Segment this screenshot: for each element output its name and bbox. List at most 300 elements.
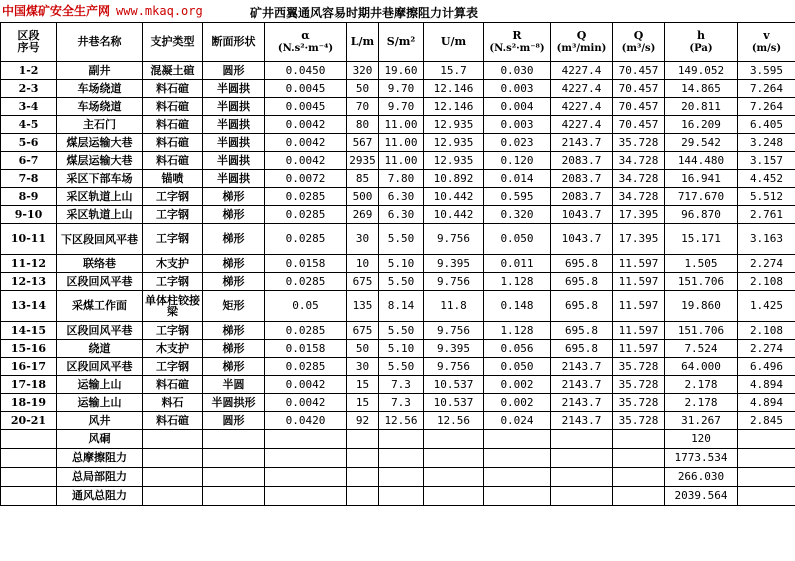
empty-cell bbox=[484, 430, 551, 449]
empty-cell bbox=[203, 449, 265, 468]
cell-shape: 梯形 bbox=[203, 224, 265, 255]
col-header-length: L/m bbox=[347, 23, 379, 62]
empty-cell bbox=[424, 468, 484, 487]
col-header-velocity: v (m/s) bbox=[738, 23, 795, 62]
cell-alpha: 0.0045 bbox=[265, 98, 347, 116]
cell-name: 绕道 bbox=[57, 340, 143, 358]
cell-flow-min: 2143.7 bbox=[551, 394, 613, 412]
cell-flow-min: 2083.7 bbox=[551, 152, 613, 170]
cell-alpha: 0.0285 bbox=[265, 358, 347, 376]
cell-perimeter: 9.395 bbox=[424, 340, 484, 358]
empty-cell bbox=[738, 449, 795, 468]
cell-shape: 梯形 bbox=[203, 358, 265, 376]
cell-support: 料石 bbox=[143, 394, 203, 412]
cell-flow-min: 695.8 bbox=[551, 273, 613, 291]
cell-resistance: 0.595 bbox=[484, 188, 551, 206]
table-row bbox=[1, 358, 795, 376]
cell-name: 采区轨道上山 bbox=[57, 188, 143, 206]
cell-length: 15 bbox=[347, 394, 379, 412]
cell-flow-sec: 17.395 bbox=[613, 224, 665, 255]
cell-area: 7.80 bbox=[379, 170, 424, 188]
cell-name: 采区轨道上山 bbox=[57, 206, 143, 224]
cell-shape: 半圆拱 bbox=[203, 116, 265, 134]
cell-shape: 梯形 bbox=[203, 188, 265, 206]
cell-area: 11.00 bbox=[379, 134, 424, 152]
cell-segment: 6-7 bbox=[1, 152, 57, 170]
cell-shape: 半圆拱形 bbox=[203, 394, 265, 412]
cell-flow-sec: 35.728 bbox=[613, 394, 665, 412]
empty-cell bbox=[265, 487, 347, 506]
cell-perimeter: 12.146 bbox=[424, 98, 484, 116]
cell-perimeter: 9.395 bbox=[424, 255, 484, 273]
cell-resistance: 0.002 bbox=[484, 394, 551, 412]
cell-length: 70 bbox=[347, 98, 379, 116]
cell-shape: 梯形 bbox=[203, 322, 265, 340]
empty-cell bbox=[347, 468, 379, 487]
empty-cell bbox=[143, 449, 203, 468]
summary-label: 风硐 bbox=[57, 430, 143, 449]
cell-segment: 11-12 bbox=[1, 255, 57, 273]
cell-name: 采煤工作面 bbox=[57, 291, 143, 322]
cell-velocity: 3.595 bbox=[738, 62, 795, 80]
cell-length: 85 bbox=[347, 170, 379, 188]
empty-cell bbox=[1, 430, 57, 449]
cell-resistance: 0.050 bbox=[484, 224, 551, 255]
cell-velocity: 2.274 bbox=[738, 255, 795, 273]
empty-cell bbox=[484, 487, 551, 506]
cell-alpha: 0.0042 bbox=[265, 152, 347, 170]
cell-support: 工字钢 bbox=[143, 273, 203, 291]
cell-flow-sec: 11.597 bbox=[613, 273, 665, 291]
empty-cell bbox=[1, 449, 57, 468]
summary-value: 1773.534 bbox=[665, 449, 738, 468]
empty-cell bbox=[265, 430, 347, 449]
cell-support: 混凝土碹 bbox=[143, 62, 203, 80]
col-header-flow-min: Q (m³/min) bbox=[551, 23, 613, 62]
cell-area: 5.10 bbox=[379, 340, 424, 358]
cell-flow-min: 2143.7 bbox=[551, 376, 613, 394]
cell-pressure: 19.860 bbox=[665, 291, 738, 322]
cell-area: 12.56 bbox=[379, 412, 424, 430]
cell-segment: 5-6 bbox=[1, 134, 57, 152]
cell-area: 9.70 bbox=[379, 80, 424, 98]
empty-cell bbox=[551, 487, 613, 506]
summary-value: 120 bbox=[665, 430, 738, 449]
cell-flow-sec: 11.597 bbox=[613, 255, 665, 273]
cell-area: 5.10 bbox=[379, 255, 424, 273]
empty-cell bbox=[203, 487, 265, 506]
cell-segment: 13-14 bbox=[1, 291, 57, 322]
cell-segment: 20-21 bbox=[1, 412, 57, 430]
cell-shape: 圆形 bbox=[203, 62, 265, 80]
col-header-alpha: α (N.s²·m⁻⁴) bbox=[265, 23, 347, 62]
cell-name: 车场绕道 bbox=[57, 80, 143, 98]
cell-shape: 半圆拱 bbox=[203, 80, 265, 98]
cell-flow-sec: 34.728 bbox=[613, 170, 665, 188]
cell-perimeter: 12.146 bbox=[424, 80, 484, 98]
empty-cell bbox=[265, 449, 347, 468]
cell-length: 567 bbox=[347, 134, 379, 152]
cell-area: 6.30 bbox=[379, 206, 424, 224]
cell-resistance: 0.023 bbox=[484, 134, 551, 152]
col-header-roadway-name: 井巷名称 bbox=[57, 23, 143, 62]
cell-perimeter: 15.7 bbox=[424, 62, 484, 80]
cell-pressure: 29.542 bbox=[665, 134, 738, 152]
cell-support: 单体柱铰接梁 bbox=[143, 291, 203, 322]
cell-flow-min: 1043.7 bbox=[551, 206, 613, 224]
cell-flow-min: 4227.4 bbox=[551, 98, 613, 116]
table-row bbox=[1, 322, 795, 340]
cell-shape: 圆形 bbox=[203, 412, 265, 430]
cell-length: 50 bbox=[347, 80, 379, 98]
cell-pressure: 2.178 bbox=[665, 394, 738, 412]
cell-resistance: 0.003 bbox=[484, 80, 551, 98]
cell-velocity: 3.157 bbox=[738, 152, 795, 170]
cell-pressure: 144.480 bbox=[665, 152, 738, 170]
cell-support: 料石碹 bbox=[143, 412, 203, 430]
cell-resistance: 0.148 bbox=[484, 291, 551, 322]
cell-name: 下区段回风平巷 bbox=[57, 224, 143, 255]
cell-velocity: 2.845 bbox=[738, 412, 795, 430]
cell-name: 联络巷 bbox=[57, 255, 143, 273]
col-header-perimeter: U/m bbox=[424, 23, 484, 62]
cell-name: 煤层运输大巷 bbox=[57, 134, 143, 152]
cell-pressure: 16.941 bbox=[665, 170, 738, 188]
cell-flow-sec: 11.597 bbox=[613, 291, 665, 322]
cell-segment: 17-18 bbox=[1, 376, 57, 394]
cell-perimeter: 10.537 bbox=[424, 394, 484, 412]
cell-segment: 16-17 bbox=[1, 358, 57, 376]
cell-alpha: 0.0042 bbox=[265, 116, 347, 134]
cell-resistance: 0.050 bbox=[484, 358, 551, 376]
cell-resistance: 0.120 bbox=[484, 152, 551, 170]
cell-segment: 12-13 bbox=[1, 273, 57, 291]
empty-cell bbox=[143, 487, 203, 506]
cell-length: 675 bbox=[347, 322, 379, 340]
empty-cell bbox=[738, 468, 795, 487]
cell-flow-min: 2143.7 bbox=[551, 412, 613, 430]
cell-flow-min: 4227.4 bbox=[551, 116, 613, 134]
cell-segment: 15-16 bbox=[1, 340, 57, 358]
cell-name: 风井 bbox=[57, 412, 143, 430]
cell-support: 料石碹 bbox=[143, 134, 203, 152]
summary-row bbox=[1, 449, 795, 468]
cell-shape: 梯形 bbox=[203, 206, 265, 224]
empty-cell bbox=[379, 430, 424, 449]
cell-velocity: 3.248 bbox=[738, 134, 795, 152]
cell-flow-sec: 35.728 bbox=[613, 358, 665, 376]
cell-area: 5.50 bbox=[379, 273, 424, 291]
cell-area: 7.3 bbox=[379, 376, 424, 394]
cell-shape: 半圆拱 bbox=[203, 152, 265, 170]
cell-area: 11.00 bbox=[379, 116, 424, 134]
site-url[interactable]: www.mkaq.org bbox=[116, 4, 203, 18]
cell-alpha: 0.0042 bbox=[265, 134, 347, 152]
cell-perimeter: 9.756 bbox=[424, 358, 484, 376]
col-header-flow-sec: Q (m³/s) bbox=[613, 23, 665, 62]
cell-resistance: 0.056 bbox=[484, 340, 551, 358]
cell-flow-min: 4227.4 bbox=[551, 62, 613, 80]
cell-alpha: 0.0042 bbox=[265, 394, 347, 412]
empty-cell bbox=[203, 468, 265, 487]
cell-resistance: 0.320 bbox=[484, 206, 551, 224]
cell-velocity: 7.264 bbox=[738, 80, 795, 98]
cell-flow-min: 695.8 bbox=[551, 322, 613, 340]
cell-alpha: 0.0420 bbox=[265, 412, 347, 430]
col-header-pressure: h (Pa) bbox=[665, 23, 738, 62]
cell-name: 采区下部车场 bbox=[57, 170, 143, 188]
empty-cell bbox=[203, 430, 265, 449]
cell-segment: 18-19 bbox=[1, 394, 57, 412]
cell-name: 车场绕道 bbox=[57, 98, 143, 116]
cell-pressure: 151.706 bbox=[665, 273, 738, 291]
empty-cell bbox=[379, 468, 424, 487]
empty-cell bbox=[424, 449, 484, 468]
table-row bbox=[1, 224, 795, 255]
cell-flow-min: 4227.4 bbox=[551, 80, 613, 98]
cell-alpha: 0.0042 bbox=[265, 376, 347, 394]
cell-segment: 14-15 bbox=[1, 322, 57, 340]
table-row bbox=[1, 412, 795, 430]
cell-support: 木支护 bbox=[143, 255, 203, 273]
cell-pressure: 2.178 bbox=[665, 376, 738, 394]
cell-name: 区段回风平巷 bbox=[57, 358, 143, 376]
cell-velocity: 7.264 bbox=[738, 98, 795, 116]
cell-perimeter: 12.935 bbox=[424, 134, 484, 152]
cell-segment: 8-9 bbox=[1, 188, 57, 206]
cell-resistance: 0.004 bbox=[484, 98, 551, 116]
cell-support: 工字钢 bbox=[143, 188, 203, 206]
table-row bbox=[1, 170, 795, 188]
table-row bbox=[1, 376, 795, 394]
cell-alpha: 0.0285 bbox=[265, 322, 347, 340]
cell-pressure: 31.267 bbox=[665, 412, 738, 430]
empty-cell bbox=[613, 468, 665, 487]
summary-row bbox=[1, 487, 795, 506]
cell-velocity: 2.274 bbox=[738, 340, 795, 358]
cell-length: 135 bbox=[347, 291, 379, 322]
table-row bbox=[1, 291, 795, 322]
col-header-support-type: 支护类型 bbox=[143, 23, 203, 62]
table-row bbox=[1, 206, 795, 224]
cell-velocity: 4.894 bbox=[738, 376, 795, 394]
cell-alpha: 0.0072 bbox=[265, 170, 347, 188]
empty-cell bbox=[484, 468, 551, 487]
cell-velocity: 5.512 bbox=[738, 188, 795, 206]
table-row bbox=[1, 340, 795, 358]
summary-label: 总摩擦阻力 bbox=[57, 449, 143, 468]
summary-value: 2039.564 bbox=[665, 487, 738, 506]
cell-alpha: 0.0285 bbox=[265, 224, 347, 255]
cell-velocity: 6.405 bbox=[738, 116, 795, 134]
cell-name: 区段回风平巷 bbox=[57, 322, 143, 340]
cell-alpha: 0.0045 bbox=[265, 80, 347, 98]
col-header-resistance: R (N.s²·m⁻⁸) bbox=[484, 23, 551, 62]
cell-resistance: 0.011 bbox=[484, 255, 551, 273]
cell-name: 煤层运输大巷 bbox=[57, 152, 143, 170]
cell-pressure: 14.865 bbox=[665, 80, 738, 98]
cell-velocity: 2.108 bbox=[738, 322, 795, 340]
cell-segment: 10-11 bbox=[1, 224, 57, 255]
cell-length: 50 bbox=[347, 340, 379, 358]
cell-alpha: 0.0285 bbox=[265, 188, 347, 206]
cell-length: 10 bbox=[347, 255, 379, 273]
cell-length: 30 bbox=[347, 358, 379, 376]
empty-cell bbox=[143, 468, 203, 487]
cell-resistance: 0.024 bbox=[484, 412, 551, 430]
cell-pressure: 1.505 bbox=[665, 255, 738, 273]
cell-area: 11.00 bbox=[379, 152, 424, 170]
cell-support: 料石碹 bbox=[143, 152, 203, 170]
cell-alpha: 0.0285 bbox=[265, 273, 347, 291]
cell-name: 运输上山 bbox=[57, 394, 143, 412]
empty-cell bbox=[551, 468, 613, 487]
cell-perimeter: 9.756 bbox=[424, 224, 484, 255]
empty-cell bbox=[1, 468, 57, 487]
empty-cell bbox=[347, 430, 379, 449]
cell-perimeter: 12.56 bbox=[424, 412, 484, 430]
empty-cell bbox=[1, 487, 57, 506]
cell-perimeter: 10.537 bbox=[424, 376, 484, 394]
empty-cell bbox=[613, 449, 665, 468]
empty-cell bbox=[265, 468, 347, 487]
cell-pressure: 15.171 bbox=[665, 224, 738, 255]
cell-flow-min: 2083.7 bbox=[551, 188, 613, 206]
cell-flow-min: 695.8 bbox=[551, 255, 613, 273]
cell-support: 工字钢 bbox=[143, 206, 203, 224]
site-name: 中国煤矿安全生产网 bbox=[2, 4, 111, 18]
cell-name: 副井 bbox=[57, 62, 143, 80]
cell-segment: 3-4 bbox=[1, 98, 57, 116]
summary-row bbox=[1, 468, 795, 487]
cell-flow-sec: 34.728 bbox=[613, 152, 665, 170]
cell-perimeter: 11.8 bbox=[424, 291, 484, 322]
cell-area: 6.30 bbox=[379, 188, 424, 206]
empty-cell bbox=[347, 449, 379, 468]
cell-support: 锚喷 bbox=[143, 170, 203, 188]
cell-pressure: 717.670 bbox=[665, 188, 738, 206]
cell-perimeter: 10.892 bbox=[424, 170, 484, 188]
cell-length: 92 bbox=[347, 412, 379, 430]
cell-pressure: 151.706 bbox=[665, 322, 738, 340]
cell-support: 工字钢 bbox=[143, 322, 203, 340]
cell-flow-sec: 11.597 bbox=[613, 340, 665, 358]
cell-resistance: 0.030 bbox=[484, 62, 551, 80]
cell-flow-sec: 34.728 bbox=[613, 188, 665, 206]
cell-area: 8.14 bbox=[379, 291, 424, 322]
cell-shape: 矩形 bbox=[203, 291, 265, 322]
table-row bbox=[1, 394, 795, 412]
cell-alpha: 0.0285 bbox=[265, 206, 347, 224]
cell-length: 2935 bbox=[347, 152, 379, 170]
empty-cell bbox=[613, 487, 665, 506]
header-row bbox=[1, 23, 795, 62]
cell-perimeter: 9.756 bbox=[424, 322, 484, 340]
page-header bbox=[0, 0, 795, 22]
cell-support: 料石碹 bbox=[143, 80, 203, 98]
cell-area: 7.3 bbox=[379, 394, 424, 412]
summary-label: 总局部阻力 bbox=[57, 468, 143, 487]
cell-length: 675 bbox=[347, 273, 379, 291]
cell-support: 工字钢 bbox=[143, 224, 203, 255]
cell-support: 工字钢 bbox=[143, 358, 203, 376]
empty-cell bbox=[738, 430, 795, 449]
cell-segment: 7-8 bbox=[1, 170, 57, 188]
cell-alpha: 0.0158 bbox=[265, 340, 347, 358]
cell-flow-min: 695.8 bbox=[551, 340, 613, 358]
cell-resistance: 0.014 bbox=[484, 170, 551, 188]
cell-alpha: 0.0450 bbox=[265, 62, 347, 80]
cell-length: 80 bbox=[347, 116, 379, 134]
cell-alpha: 0.05 bbox=[265, 291, 347, 322]
cell-flow-sec: 70.457 bbox=[613, 62, 665, 80]
empty-cell bbox=[143, 430, 203, 449]
cell-flow-sec: 70.457 bbox=[613, 80, 665, 98]
table-row bbox=[1, 255, 795, 273]
cell-shape: 梯形 bbox=[203, 273, 265, 291]
table-row bbox=[1, 273, 795, 291]
cell-resistance: 0.003 bbox=[484, 116, 551, 134]
cell-shape: 半圆拱 bbox=[203, 134, 265, 152]
cell-shape: 梯形 bbox=[203, 340, 265, 358]
cell-alpha: 0.0158 bbox=[265, 255, 347, 273]
cell-name: 主石门 bbox=[57, 116, 143, 134]
cell-pressure: 20.811 bbox=[665, 98, 738, 116]
col-header-section-shape: 断面形状 bbox=[203, 23, 265, 62]
cell-pressure: 16.209 bbox=[665, 116, 738, 134]
col-header-area: S/m² bbox=[379, 23, 424, 62]
table-row bbox=[1, 116, 795, 134]
cell-velocity: 6.496 bbox=[738, 358, 795, 376]
cell-flow-sec: 11.597 bbox=[613, 322, 665, 340]
summary-row bbox=[1, 430, 795, 449]
cell-flow-sec: 35.728 bbox=[613, 134, 665, 152]
cell-area: 5.50 bbox=[379, 358, 424, 376]
cell-length: 500 bbox=[347, 188, 379, 206]
cell-area: 5.50 bbox=[379, 322, 424, 340]
cell-resistance: 1.128 bbox=[484, 273, 551, 291]
cell-shape: 半圆拱 bbox=[203, 98, 265, 116]
cell-resistance: 1.128 bbox=[484, 322, 551, 340]
cell-area: 9.70 bbox=[379, 98, 424, 116]
cell-perimeter: 9.756 bbox=[424, 273, 484, 291]
cell-flow-sec: 35.728 bbox=[613, 376, 665, 394]
cell-perimeter: 12.935 bbox=[424, 116, 484, 134]
cell-flow-sec: 70.457 bbox=[613, 98, 665, 116]
col-header-segment: 区段 序号 bbox=[1, 23, 57, 62]
cell-perimeter: 12.935 bbox=[424, 152, 484, 170]
empty-cell bbox=[613, 430, 665, 449]
cell-support: 料石碹 bbox=[143, 98, 203, 116]
cell-name: 运输上山 bbox=[57, 376, 143, 394]
cell-resistance: 0.002 bbox=[484, 376, 551, 394]
table-title: 矿井西翼通风容易时期井巷摩擦阻力计算表 bbox=[250, 6, 479, 20]
cell-velocity: 4.894 bbox=[738, 394, 795, 412]
cell-perimeter: 10.442 bbox=[424, 206, 484, 224]
cell-flow-sec: 70.457 bbox=[613, 116, 665, 134]
empty-cell bbox=[379, 487, 424, 506]
cell-area: 5.50 bbox=[379, 224, 424, 255]
cell-pressure: 96.870 bbox=[665, 206, 738, 224]
cell-segment: 2-3 bbox=[1, 80, 57, 98]
empty-cell bbox=[347, 487, 379, 506]
empty-cell bbox=[738, 487, 795, 506]
table-row bbox=[1, 62, 795, 80]
empty-cell bbox=[484, 449, 551, 468]
site-watermark[interactable] bbox=[2, 2, 203, 19]
empty-cell bbox=[379, 449, 424, 468]
cell-segment: 1-2 bbox=[1, 62, 57, 80]
